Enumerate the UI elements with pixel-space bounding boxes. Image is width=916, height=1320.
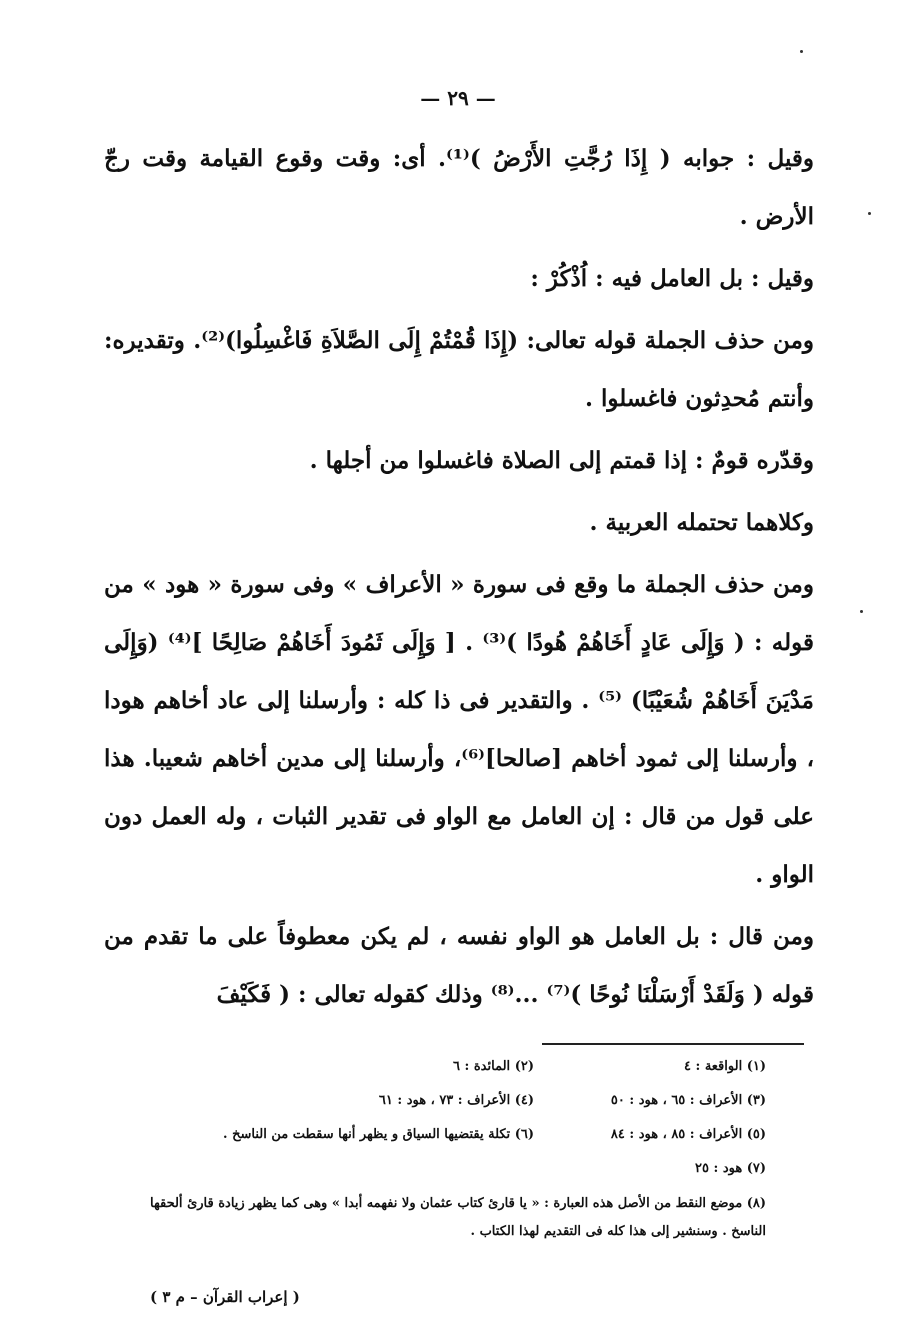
footnote-2: (٢) المائدة : ٦ xyxy=(453,1059,534,1074)
paragraph: وقيل : جوابه ( إِذَا رُجَّتِ الأَرْضُ )⁽¹⁾. أى: وقت وقوع القيامة وقت رجّ الأرض . xyxy=(104,145,814,230)
footnote-row xyxy=(120,1118,766,1152)
paragraph: ومن حذف الجملة قوله تعالى: (إِذَا قُمْتُمْ إِلَى الصَّلاَةِ فَاغْسِلُوا)⁽²⁾. وتقديره: وأنتم مُحدِثون فاغسلوا . xyxy=(104,327,814,412)
footnote-4: (٤) الأعراف : ٧٣ ، هود : ٦١ xyxy=(378,1093,534,1108)
main-text xyxy=(104,130,814,1024)
footnote-8: (٨) موضع النقط من الأصل هذه العبارة : « يا قارئ كتاب عثمان ولا نفهمه أبدا » وهى كما يظهر زيادة قارئ ألحقها الناسخ . وسنشير إلى هذا كله فى التقديم لهذا الكتاب . xyxy=(150,1196,766,1239)
scan-speck xyxy=(860,610,863,613)
scan-speck xyxy=(800,50,803,53)
footnote-row xyxy=(120,1050,766,1084)
footnote-1: (١) الواقعة : ٤ xyxy=(683,1059,766,1074)
footnote-row xyxy=(120,1152,766,1186)
paragraph: وقيل : بل العامل فيه : اُذْكُرْ : xyxy=(530,265,814,292)
paragraph: وكلاهما تحتمله العربية . xyxy=(589,509,814,536)
scan-speck xyxy=(868,212,871,215)
page-number: — ٢٩ — xyxy=(420,86,496,110)
paragraph: ومن حذف الجملة ما وقع فى سورة « الأعراف » وفى سورة « هود » من قوله : ( وَإِلَى عَادٍ أَخَاهُمْ هُودًا )⁽³⁾ . [ وَإِلَى ثَمُودَ أَخَاهُمْ صَالِحًا ]⁽⁴⁾ (وَإِلَى مَدْيَنَ أَخَاهُمْ شُعَيْبًا) ⁽⁵⁾ . والتقدير فى ذا كله : وأرسلنا إلى عاد أخاهم هودا ، وأرسلنا إلى ثمود أخاهم [صالحا]⁽⁶⁾، وأرسلنا إلى مدين أخاهم شعيبا. هذا على قول من قال : إن العامل مع الواو فى تقدير الثبات ، وله العمل دون الواو . xyxy=(104,571,814,888)
footnote-6: (٦) تكلة يقتضيها السياق و يظهر أنها سقطت من الناسخ . xyxy=(223,1127,534,1142)
footnote-row xyxy=(120,1084,766,1118)
footnotes xyxy=(120,1050,766,1246)
paragraph: وقدّره قومٌ : إذا قمتم إلى الصلاة فاغسلوا من أجلها . xyxy=(309,447,814,474)
footnote-5: (٥) الأعراف : ٨٥ ، هود : ٨٤ xyxy=(610,1127,766,1142)
footnote-divider xyxy=(542,1043,804,1045)
paragraph: ومن قال : بل العامل هو الواو نفسه ، لم يكن معطوفاً على ما تقدم من قوله ( وَلَقَدْ أَرْسَلْنَا نُوحًا )⁽⁷⁾ ...⁽⁸⁾ وذلك كقوله تعالى : ( فَكَيْفَ xyxy=(104,923,814,1008)
footnote-3: (٣) الأعراف : ٦٥ ، هود : ٥٠ xyxy=(610,1093,766,1108)
signature-mark: ( إعراب القرآن – م ٣ ) xyxy=(150,1288,300,1306)
footnote-7: (٧) هود : ٢٥ xyxy=(695,1161,766,1176)
